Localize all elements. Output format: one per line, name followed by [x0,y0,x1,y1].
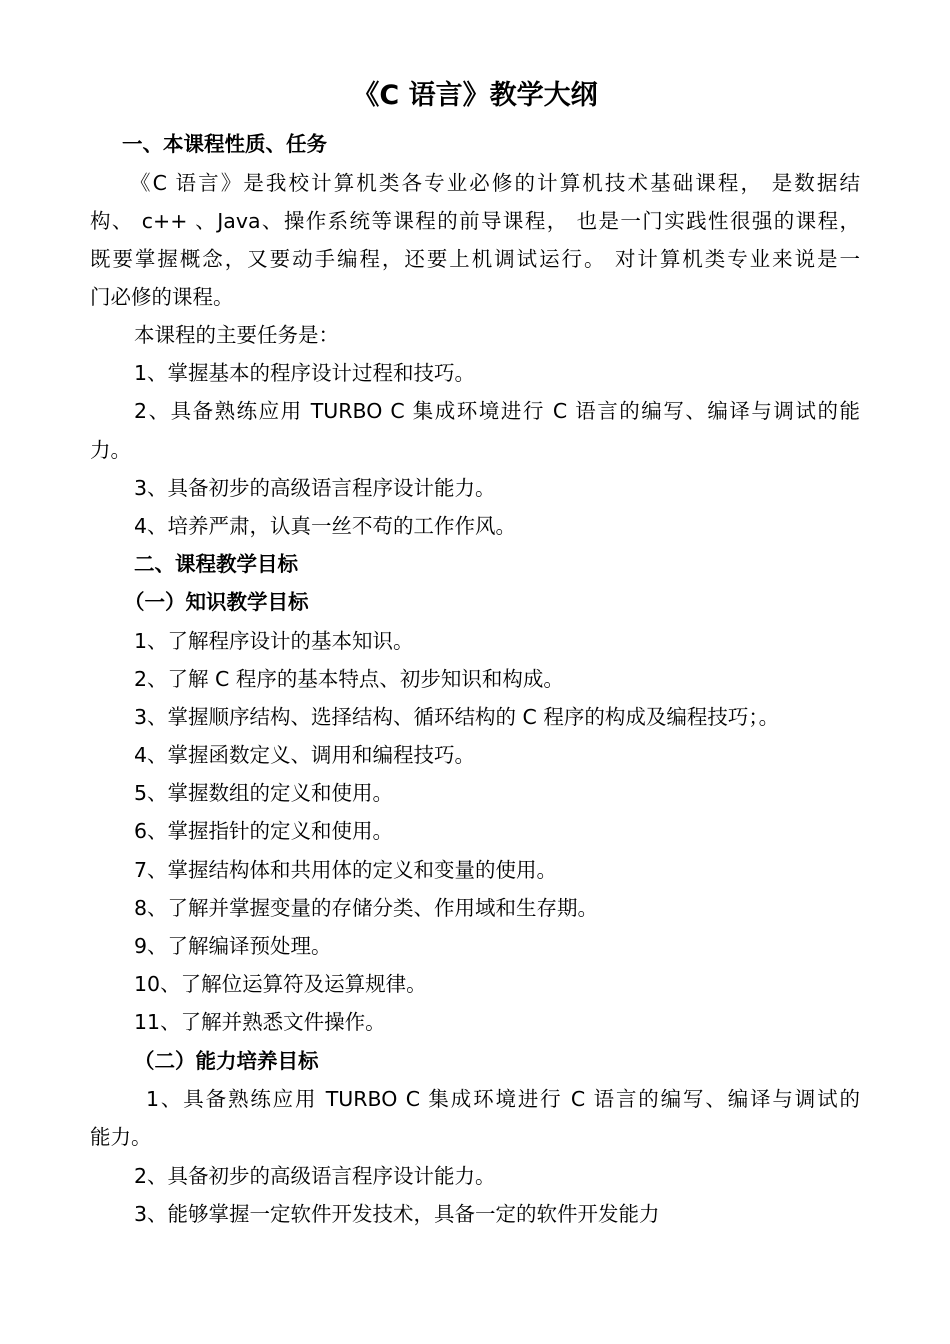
task-item: 1、掌握基本的程序设计过程和技巧。 [134,361,476,385]
ability-item: 3、能够掌握一定软件开发技术，具备一定的软件开发能力 [134,1202,660,1226]
task-item: 4、培养严肃，认真一丝不苟的工作作风。 [134,514,517,538]
section-heading-teaching-goals: 二、课程教学目标 [134,552,298,576]
knowledge-item: 4、掌握函数定义、调用和编程技巧。 [134,743,476,767]
knowledge-item: 1、了解程序设计的基本知识。 [134,629,414,653]
knowledge-item: 10、了解位运算符及运算规律。 [134,972,427,996]
ability-item: 2、具备初步的高级语言程序设计能力。 [134,1164,496,1188]
knowledge-item: 8、了解并掌握变量的存储分类、作用域和生存期。 [134,896,599,920]
knowledge-item: 6、掌握指针的定义和使用。 [134,819,394,843]
knowledge-item: 7、掌握结构体和共用体的定义和变量的使用。 [134,858,558,882]
intro-paragraph-line: 既要掌握概念，又要动手编程，还要上机调试运行。 对计算机类专业来说是一 [90,247,860,271]
subsection-heading-ability: （二）能力培养目标 [134,1049,319,1073]
intro-paragraph-line: 《C 语言》是我校计算机类各专业必修的计算机技术基础课程， 是数据结 [130,171,860,195]
knowledge-item: 11、了解并熟悉文件操作。 [134,1010,386,1034]
knowledge-item: 2、了解 C 程序的基本特点、初步知识和构成。 [134,667,564,691]
task-item-continuation: 力。 [90,438,131,462]
intro-paragraph-line: 门必修的课程。 [90,285,234,309]
knowledge-item: 9、了解编译预处理。 [134,934,332,958]
knowledge-item: 3、掌握顺序结构、选择结构、循环结构的 C 程序的构成及编程技巧；。 [134,705,780,729]
task-item: 3、具备初步的高级语言程序设计能力。 [134,476,496,500]
task-item: 2、具备熟练应用 TURBO C 集成环境进行 C 语言的编写、编译与调试的能 [134,399,860,423]
section-heading-nature-tasks: 一、本课程性质、任务 [122,132,327,156]
ability-item-continuation: 能力。 [90,1125,152,1149]
ability-item: 1、具备熟练应用 TURBO C 集成环境进行 C 语言的编写、编译与调试的 [146,1087,860,1111]
tasks-intro: 本课程的主要任务是： [134,323,339,347]
intro-paragraph-line: 构、 c++ 、Java、操作系统等课程的前导课程， 也是一门实践性很强的课程， [90,209,860,233]
subsection-heading-knowledge: （一）知识教学目标 [124,590,309,614]
document-title: 《C 语言》教学大纲 [352,80,598,111]
knowledge-item: 5、掌握数组的定义和使用。 [134,781,394,805]
